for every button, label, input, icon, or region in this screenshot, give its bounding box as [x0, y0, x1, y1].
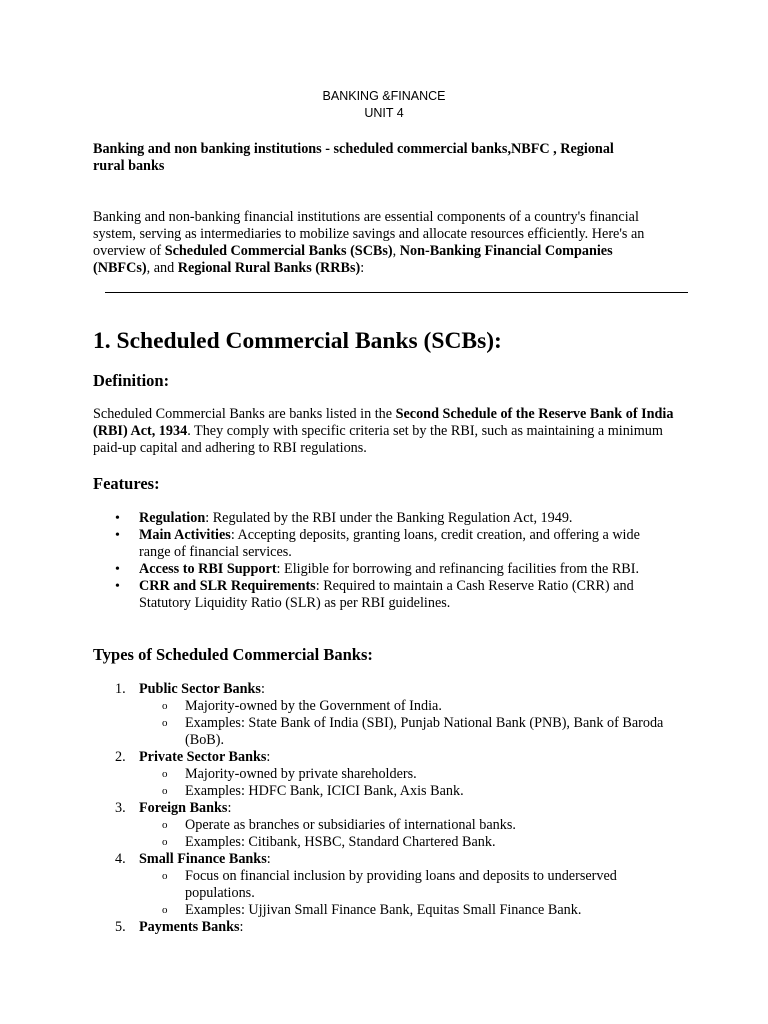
sub-marker: o — [162, 700, 168, 712]
sub-marker: o — [162, 768, 168, 780]
subitem-text: Majority-owned by the Government of India. — [185, 698, 442, 714]
feature-item — [93, 510, 663, 527]
type-term: Public Sector Banks — [139, 681, 261, 697]
type-colon: : — [227, 800, 232, 816]
type-subitem — [139, 817, 673, 834]
subitem-text: Majority-owned by private shareholders. — [185, 766, 417, 782]
feature-text: : Required to maintain a Cash Reserve Ratio (CRR) and Statutory Liquidity Ratio (SLR) as per RBI guidelines. — [139, 578, 634, 611]
sub-marker: o — [162, 836, 168, 848]
type-number: 4. — [115, 851, 126, 867]
section-title: 1. Scheduled Commercial Banks (SCBs): — [93, 328, 502, 354]
intro-end: : — [360, 260, 365, 276]
type-number: 2. — [115, 749, 126, 765]
subitem-text: Focus on financial inclusion by providing loans and deposits to underserved populations. — [185, 868, 617, 901]
features-list — [93, 510, 663, 612]
topic-title — [93, 141, 693, 175]
intro-text: Banking and non-banking financial institutions are essential components of a country's financial system, serving as intermediaries to mobilize savings and allocate resources efficiently. Here's an overview of — [93, 209, 645, 259]
definition-bold: Second Schedule of the Reserve Bank of India (RBI) Act, 1934 — [93, 406, 674, 439]
feature-item — [93, 561, 663, 578]
intro-sep2: , and — [146, 260, 178, 276]
intro-rrb: Regional Rural Banks (RRBs) — [177, 260, 361, 276]
type-subitem — [139, 698, 673, 715]
type-sublist — [139, 868, 673, 919]
type-subitem — [139, 783, 673, 800]
type-colon: : — [266, 851, 271, 867]
types-heading: Types of Scheduled Commercial Banks: — [93, 645, 373, 664]
feature-term: Main Activities — [139, 527, 231, 543]
sub-marker: o — [162, 870, 168, 882]
type-sublist — [139, 698, 673, 749]
type-subitem — [139, 868, 673, 902]
subitem-text: Operate as branches or subsidiaries of international banks. — [185, 817, 516, 833]
sub-marker: o — [162, 819, 168, 831]
type-subitem — [139, 766, 673, 783]
definition-text-2: . They comply with specific criteria set by the RBI, such as maintaining a minimum paid-up capital and adhering to RBI regulations. — [93, 423, 663, 456]
subitem-text: Examples: HDFC Bank, ICICI Bank, Axis Bank. — [185, 783, 464, 799]
feature-term: CRR and SLR Requirements — [139, 578, 316, 594]
intro-nbfc: Non-Banking Financial Companies (NBFCs) — [93, 243, 613, 276]
type-number: 3. — [115, 800, 126, 816]
feature-text: : Eligible for borrowing and refinancing facilities from the RBI. — [276, 561, 640, 577]
sub-marker: o — [162, 717, 168, 729]
type-item — [93, 749, 673, 800]
type-sublist — [139, 766, 673, 800]
subitem-text: Examples: State Bank of India (SBI), Punjab National Bank (PNB), Bank of Baroda (BoB). — [185, 715, 664, 748]
definition-paragraph — [93, 406, 678, 457]
definition-heading: Definition: — [93, 371, 170, 390]
type-sublist — [139, 817, 673, 851]
definition-text-1: Scheduled Commercial Banks are banks listed in the — [93, 406, 396, 422]
type-colon: : — [239, 919, 244, 935]
type-term: Payments Banks — [139, 919, 240, 935]
type-number: 1. — [115, 681, 126, 697]
unit-header: UNIT 4 — [364, 106, 404, 120]
type-colon: : — [260, 681, 265, 697]
type-number: 5. — [115, 919, 126, 935]
intro-sep1: , — [392, 243, 400, 259]
type-item — [93, 800, 673, 851]
sub-marker: o — [162, 904, 168, 916]
horizontal-rule — [105, 292, 688, 293]
topic-line-2: rural banks — [93, 158, 165, 174]
feature-item — [93, 527, 663, 561]
topic-line-1: Banking and non banking institutions - scheduled commercial banks,NBFC , Regional — [93, 141, 614, 157]
intro-scb: Scheduled Commercial Banks (SCBs) — [164, 243, 393, 259]
subitem-text: Examples: Ujjivan Small Finance Bank, Equitas Small Finance Bank. — [185, 902, 582, 918]
type-subitem — [139, 715, 673, 749]
type-item — [93, 681, 673, 749]
type-term: Private Sector Banks — [139, 749, 267, 765]
type-subitem — [139, 902, 673, 919]
type-colon: : — [266, 749, 271, 765]
sub-marker: o — [162, 785, 168, 797]
feature-term: Regulation — [139, 510, 206, 526]
subitem-text: Examples: Citibank, HSBC, Standard Chartered Bank. — [185, 834, 496, 850]
type-subitem — [139, 834, 673, 851]
feature-item — [93, 578, 663, 612]
type-item — [93, 919, 673, 936]
types-list — [93, 681, 673, 936]
course-header: BANKING &FINANCE — [322, 89, 446, 103]
type-term: Small Finance Banks — [139, 851, 267, 867]
type-item — [93, 851, 673, 919]
intro-paragraph — [93, 209, 663, 277]
feature-text: : Regulated by the RBI under the Banking Regulation Act, 1949. — [205, 510, 573, 526]
feature-term: Access to RBI Support — [139, 561, 277, 577]
type-term: Foreign Banks — [139, 800, 228, 816]
features-heading: Features: — [93, 474, 160, 493]
feature-text: : Accepting deposits, granting loans, credit creation, and offering a wide range of financial services. — [139, 527, 640, 560]
